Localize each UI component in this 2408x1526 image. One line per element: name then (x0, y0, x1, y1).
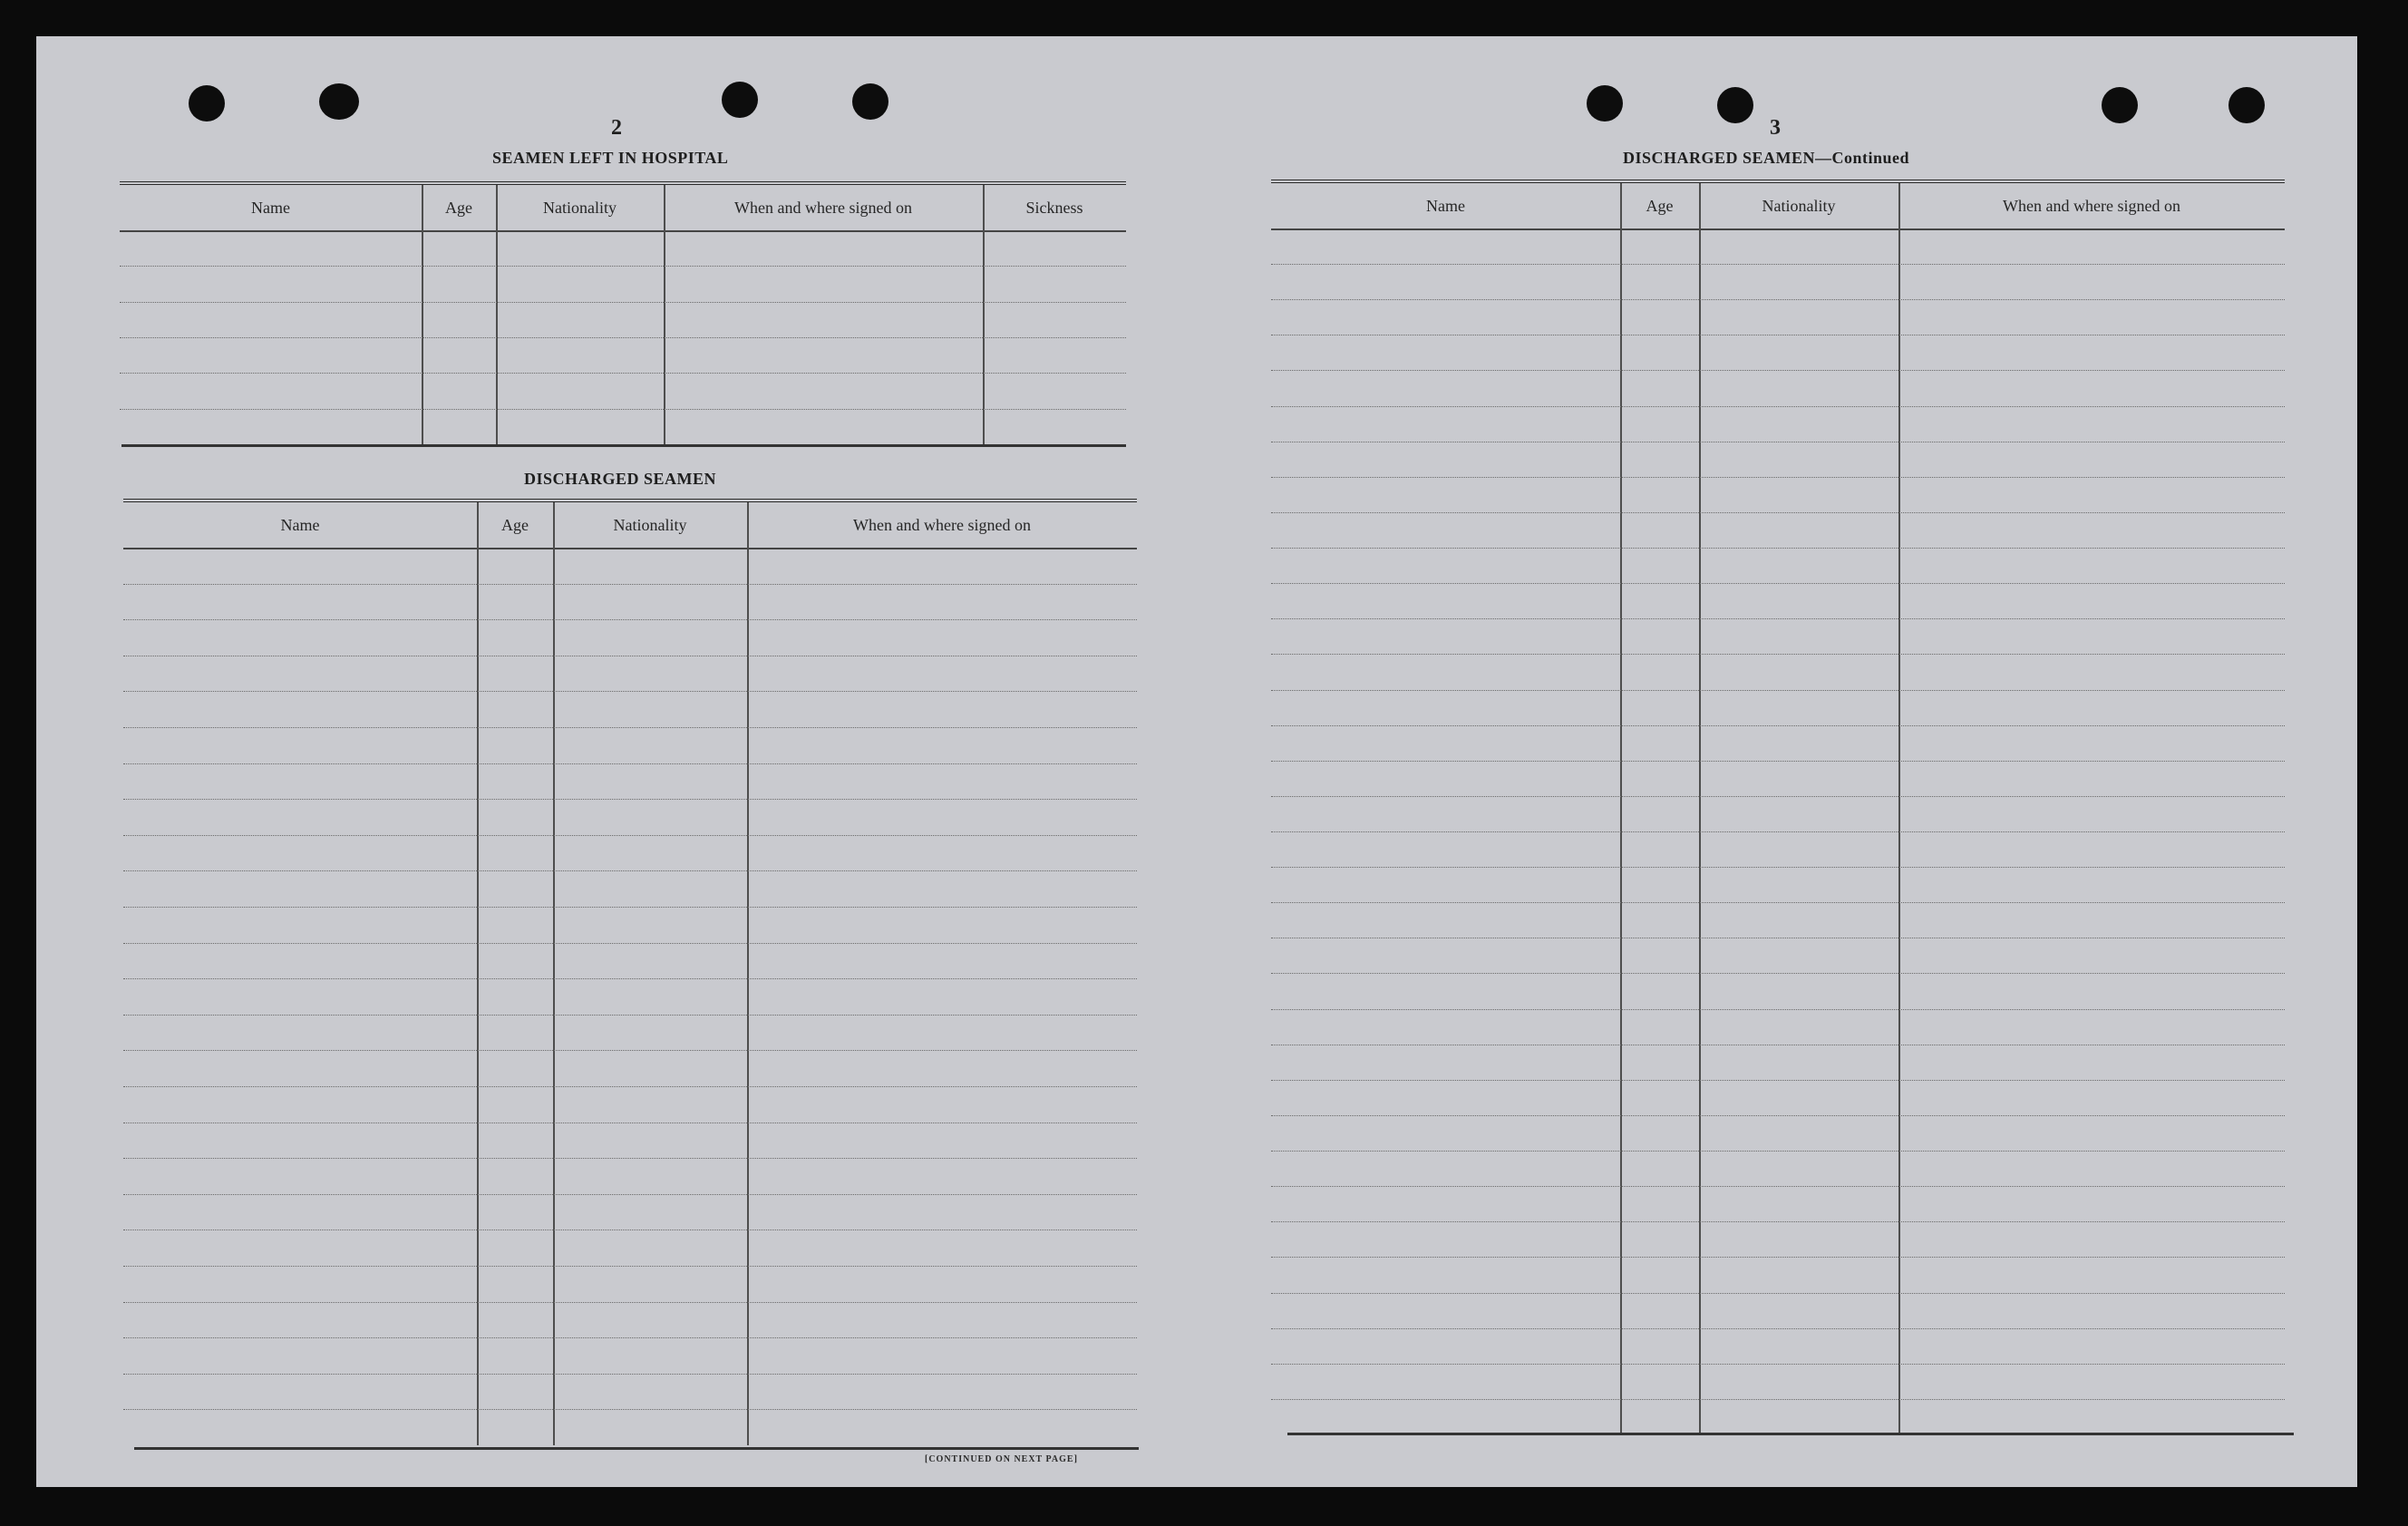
blank-entry-row (1271, 583, 2285, 584)
punch-hole (852, 83, 888, 120)
page-number-right: 3 (1770, 116, 1781, 140)
blank-entry-row (1271, 761, 2285, 762)
blank-entry-row (123, 763, 1137, 764)
blank-entry-row (123, 835, 1137, 836)
blank-entry-row (123, 1409, 1137, 1410)
blank-entry-row (123, 943, 1137, 944)
col-header-nationality: Nationality (1762, 197, 1836, 215)
blank-entry-row (1271, 1221, 2285, 1222)
blank-entry-row (123, 1302, 1137, 1303)
blank-entry-row (1271, 690, 2285, 691)
blank-entry-row (1271, 477, 2285, 478)
blank-entry-row (1271, 902, 2285, 903)
discharged-table (123, 499, 1137, 1449)
blank-entry-row (123, 691, 1137, 692)
punch-hole (2228, 87, 2265, 123)
discharged-continued-title-suffix: —Continued (1815, 149, 1910, 167)
blank-entry-row (123, 1266, 1137, 1267)
discharged-continued-table (1271, 180, 2285, 1438)
hospital-table-header (120, 185, 1126, 232)
hospital-table (120, 181, 1126, 448)
discharged-table-header (123, 502, 1137, 549)
continued-note: [CONTINUED ON NEXT PAGE] (925, 1454, 1078, 1464)
col-header-age: Age (1646, 197, 1674, 215)
column-divider (496, 185, 498, 444)
column-divider (1699, 183, 1701, 1434)
blank-entry-row (123, 978, 1137, 979)
column-divider (664, 185, 665, 444)
blank-entry-row (123, 799, 1137, 800)
blank-entry-row (1271, 1328, 2285, 1329)
blank-entry-row (123, 1374, 1137, 1375)
column-divider (477, 502, 479, 1445)
punch-hole (722, 82, 758, 118)
blank-entry-row (1271, 1115, 2285, 1116)
punch-hole (1587, 85, 1623, 121)
discharged-continued-title (1623, 149, 1909, 168)
column-divider (1620, 183, 1622, 1434)
continued-table-bottom-rule (1287, 1433, 2294, 1435)
blank-entry-row (123, 1194, 1137, 1195)
col-header-nationality: Nationality (613, 516, 687, 534)
col-header-name: Name (1426, 197, 1465, 215)
blank-entry-row (123, 1015, 1137, 1016)
hospital-table-bottom-rule (121, 444, 1126, 447)
discharged-table-bottom-rule (134, 1447, 1139, 1450)
column-divider (983, 185, 985, 444)
col-header-sickness: Sickness (1025, 199, 1083, 217)
blank-entry-row (1271, 867, 2285, 868)
blank-entry-row (1271, 654, 2285, 655)
discharged-section-title: DISCHARGED SEAMEN (524, 470, 717, 488)
hospital-section-title: SEAMEN LEFT IN HOSPITAL (492, 149, 729, 167)
blank-entry-row (123, 1050, 1137, 1051)
col-header-signed-on: When and where signed on (2003, 197, 2180, 215)
blank-entry-row (1271, 1399, 2285, 1400)
blank-entry-row (123, 907, 1137, 908)
blank-entry-row (1271, 1186, 2285, 1187)
punch-hole (2102, 87, 2138, 123)
punch-hole (319, 83, 359, 120)
blank-entry-row (1271, 1364, 2285, 1365)
blank-entry-row (1271, 973, 2285, 974)
col-header-signed-on: When and where signed on (853, 516, 1031, 534)
punch-hole (189, 85, 225, 121)
blank-entry-row (120, 337, 1126, 338)
blank-entry-row (123, 870, 1137, 871)
blank-entry-row (1271, 264, 2285, 265)
column-divider (1898, 183, 1900, 1434)
blank-entry-row (1271, 1009, 2285, 1010)
blank-entry-row (1271, 1080, 2285, 1081)
blank-entry-row (123, 727, 1137, 728)
discharged-continued-table-header (1271, 183, 2285, 230)
ledger-sheet (36, 36, 2357, 1487)
blank-entry-row (1271, 796, 2285, 797)
blank-entry-row (1271, 618, 2285, 619)
blank-entry-row (1271, 299, 2285, 300)
blank-entry-row (123, 584, 1137, 585)
punch-hole (1717, 87, 1753, 123)
blank-entry-row (1271, 1151, 2285, 1152)
blank-entry-row (120, 302, 1126, 303)
col-header-age: Age (501, 516, 529, 534)
blank-entry-row (1271, 1257, 2285, 1258)
column-divider (553, 502, 555, 1445)
blank-entry-row (123, 1158, 1137, 1159)
blank-entry-row (1271, 512, 2285, 513)
col-header-age: Age (445, 199, 472, 217)
blank-entry-row (1271, 831, 2285, 832)
blank-entry-row (123, 1337, 1137, 1338)
page-number-left: 2 (611, 116, 622, 140)
blank-entry-row (1271, 1293, 2285, 1294)
discharged-continued-title-main: DISCHARGED SEAMEN (1623, 149, 1816, 167)
blank-entry-row (1271, 725, 2285, 726)
blank-entry-row (120, 266, 1126, 267)
column-divider (422, 185, 423, 444)
blank-entry-row (123, 619, 1137, 620)
col-header-nationality: Nationality (543, 199, 617, 217)
blank-entry-row (1271, 370, 2285, 371)
column-divider (747, 502, 749, 1445)
col-header-name: Name (280, 516, 320, 534)
blank-entry-row (123, 1086, 1137, 1087)
blank-entry-row (120, 409, 1126, 410)
blank-entry-row (120, 373, 1126, 374)
col-header-signed-on: When and where signed on (734, 199, 912, 217)
blank-entry-row (1271, 548, 2285, 549)
col-header-name: Name (251, 199, 290, 217)
blank-entry-row (1271, 406, 2285, 407)
